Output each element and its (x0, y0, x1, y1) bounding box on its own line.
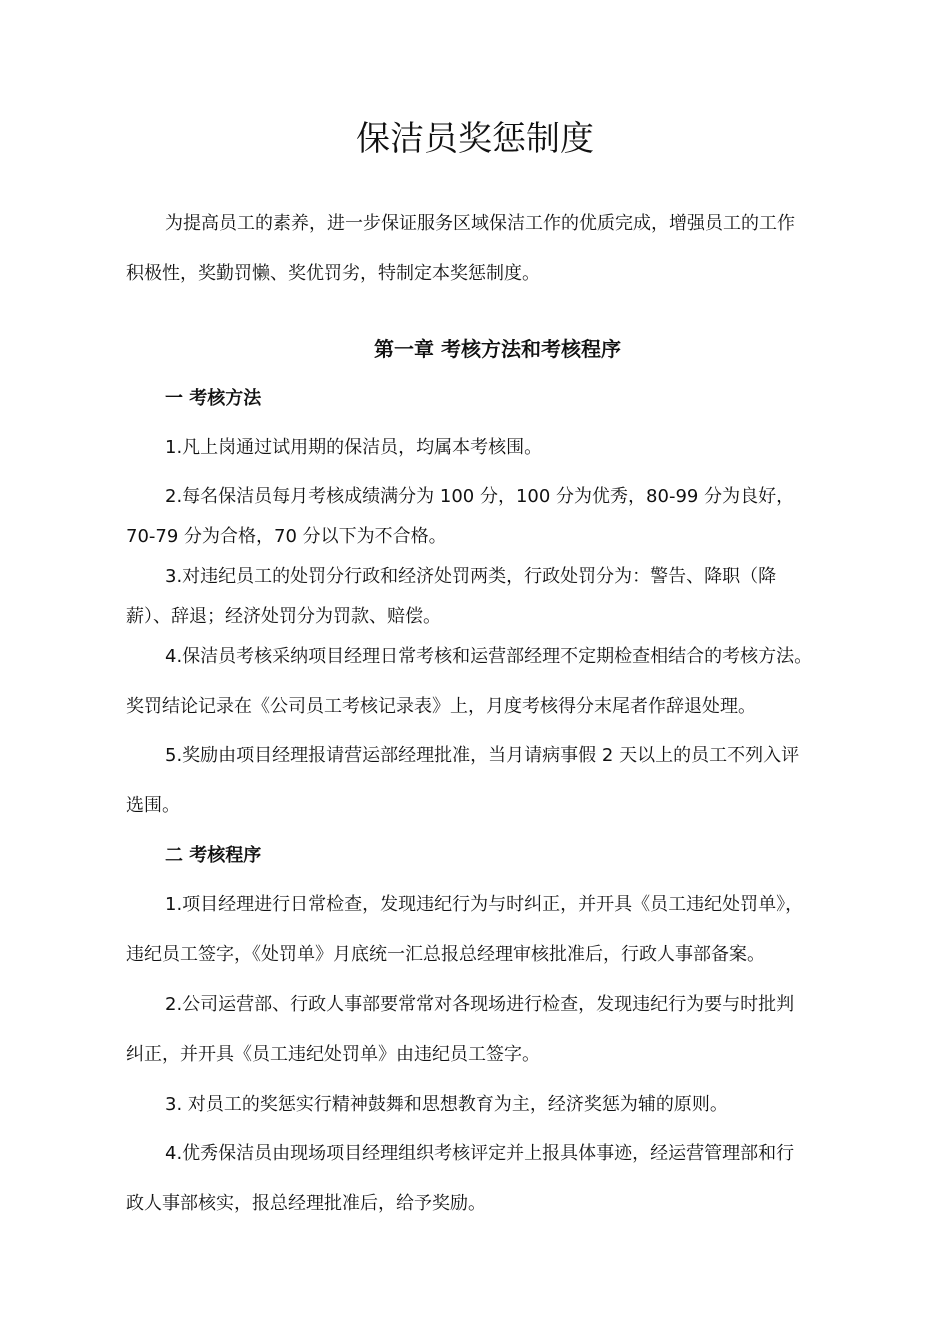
procedure-item-2-line-1: 2.公司运营部、行政人事部要常常对各现场进行检查，发现违纪行为要与时批判 (165, 994, 795, 1015)
method-item-1-line-1: 1.凡上岗通过试用期的保洁员，均属本考核围。 (165, 437, 543, 458)
procedure-item-1-line-1: 1.项目经理进行日常检查，发现违纪行为与时纠正，并开具《员工违纪处罚单》， (165, 894, 804, 915)
procedure-item-3-line-1: 3. 对员工的奖惩实行精神鼓舞和思想教育为主，经济奖惩为辅的原则。 (165, 1094, 728, 1115)
intro-line-1: 为提高员工的素养，进一步保证服务区域保洁工作的优质完成，增强员工的工作 (165, 213, 795, 234)
procedure-item-4-line-2: 政人事部核实，报总经理批准后，给予奖励。 (126, 1193, 486, 1214)
method-item-2-line-1: 2.每名保洁员每月考核成绩满分为 100 分，100 分为优秀，80-99 分为良好， (165, 486, 795, 507)
method-item-3-line-2: 薪）、辞退；经济处罚分为罚款、赔偿。 (126, 606, 441, 627)
intro-line-2: 积极性，奖勤罚懒、奖优罚劣，特制定本奖惩制度。 (126, 263, 540, 284)
method-item-4-line-1: 4.保洁员考核采纳项目经理日常考核和运营部经理不定期检查相结合的考核方法。 (165, 646, 813, 667)
method-item-3-line-1: 3.对违纪员工的处罚分行政和经济处罚两类，行政处罚分为：警告、降职（降 (165, 566, 777, 587)
chapter-heading: 第一章 考核方法和考核程序 (374, 337, 621, 361)
method-item-4-line-2: 奖罚结论记录在《公司员工考核记录表》上，月度考核得分末尾者作辞退处理。 (126, 696, 756, 717)
section-heading-assessment-method: 一 考核方法 (165, 388, 262, 409)
method-item-5-line-1: 5.奖励由项目经理报请营运部经理批准，当月请病事假 2 天以上的员工不列入评 (165, 745, 800, 766)
section-heading-assessment-procedure: 二 考核程序 (165, 845, 262, 866)
method-item-5-line-2: 选围。 (126, 795, 180, 816)
method-item-2-line-2: 70-79 分为合格，70 分以下为不合格。 (126, 526, 447, 547)
document-title: 保洁员奖惩制度 (356, 119, 594, 159)
procedure-item-1-line-2: 违纪员工签字，《处罚单》月底统一汇总报总经理审核批准后，行政人事部备案。 (126, 944, 765, 965)
procedure-item-4-line-1: 4.优秀保洁员由现场项目经理组织考核评定并上报具体事迹，经运营管理部和行 (165, 1143, 795, 1164)
procedure-item-2-line-2: 纠正，并开具《员工违纪处罚单》由违纪员工签字。 (126, 1044, 540, 1065)
